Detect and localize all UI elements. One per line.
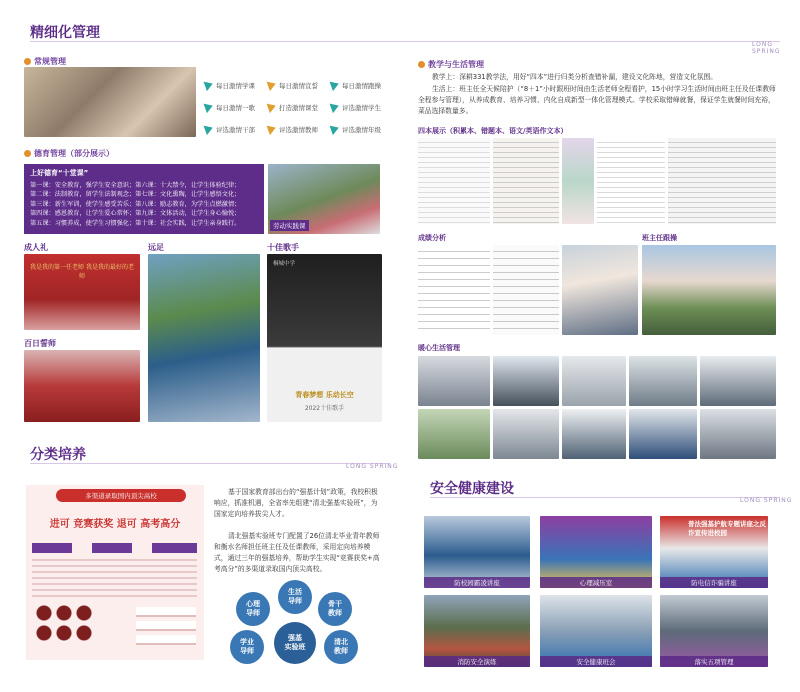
safety-photo-psych-room bbox=[540, 516, 652, 588]
circle-life-mentor: 生活 导师 bbox=[278, 580, 312, 614]
care-photo bbox=[418, 409, 490, 459]
divider bbox=[430, 497, 780, 498]
routine-item: 每日激情一歌 bbox=[205, 102, 255, 112]
text-lines bbox=[32, 559, 197, 597]
teacher-student-photo bbox=[562, 245, 638, 335]
routine-item: 评选激情教师 bbox=[268, 124, 318, 134]
routine-item: 每日激情宣誓 bbox=[268, 80, 318, 90]
life-paragraph: 生活上：班主任全天候陪护（“8＋1”小时跟班时间由生活老师全程看护，15小时学习生活时间由班主任及任课教师全程参与管理），从养成教育、培养习惯、内化自成新型一体化管理模式。学校采取错峰就餐，保证学生就餐时间充裕，菜品选择数量多。 bbox=[418, 85, 776, 115]
care-photo bbox=[700, 356, 776, 406]
classified-paragraph-1: 基于国家教育部出台的“强基计划”政策，我校积极响应，抓准机遇，全省率先组建“清北强基实验班”，为国家定向培养拔尖人才。 bbox=[214, 488, 378, 518]
divider bbox=[30, 41, 780, 42]
caption-coming-of-age: 成人礼 bbox=[24, 243, 48, 252]
ten-lessons-title: 上好德育“十堂课” bbox=[30, 169, 89, 177]
triangle-icon bbox=[204, 123, 215, 135]
classified-paragraph-2: 清北强基实验班专门配置了26位清北毕业青年教师和衡水名师担任班主任及任课教师，采用定向培养模式，通过三年的强基培养，帮助学生实现“竞赛获奖+高考高分”的多渠道录取国内顶尖高校。 bbox=[214, 532, 380, 573]
care-photo bbox=[493, 356, 559, 406]
care-photo bbox=[418, 356, 490, 406]
lesson-line: 第一课：安全教育，强学生安全意识；第六课：十大禁令，让学生体验纪律； bbox=[30, 181, 241, 189]
notebook-photo bbox=[418, 138, 490, 224]
safety-photo-five-items bbox=[660, 595, 768, 667]
admission-graphic bbox=[26, 485, 204, 660]
safety-photo-label: 消防安全演练 bbox=[424, 656, 530, 667]
care-caption: 暖心生活管理 bbox=[418, 344, 460, 352]
labor-photo bbox=[268, 164, 380, 234]
circle-center-class: 强基 实验班 bbox=[274, 622, 316, 664]
arrow-bar bbox=[32, 543, 197, 553]
section-title-classified: 分类培养 bbox=[30, 447, 86, 463]
routine-item: 评选激情学生 bbox=[331, 102, 381, 112]
safety-photo-label: 防校园霸凌讲座 bbox=[424, 577, 530, 588]
routine-item: 每日激情学课 bbox=[205, 80, 255, 90]
care-photo bbox=[562, 356, 626, 406]
brand-tag: LONG SPRING bbox=[740, 497, 793, 504]
triangle-icon bbox=[267, 101, 278, 113]
circle-tsinghua-teacher: 清北 教师 bbox=[324, 630, 358, 664]
care-photo bbox=[700, 409, 776, 459]
lesson-line: 第四课：感恩教育，让学生爱心常怀；第九课：文体活动，让学生身心愉悦； bbox=[30, 210, 241, 217]
grade-sheet-photo bbox=[493, 245, 559, 335]
banner-text: 我是我的第一任老师 我是我的最好的老师 bbox=[30, 264, 134, 280]
circle-study-mentor: 学业 导师 bbox=[230, 630, 264, 664]
triangle-icon bbox=[330, 101, 341, 113]
triangle-icon bbox=[204, 101, 215, 113]
grade-sheet-photo bbox=[418, 245, 490, 335]
divider bbox=[30, 463, 390, 464]
exercise-photo bbox=[642, 245, 776, 335]
singer-poster bbox=[267, 254, 382, 422]
routine-item: 评选激情干部 bbox=[205, 124, 255, 134]
brand-tag: LONG SPRING bbox=[752, 41, 781, 55]
routine-item: 评选激情年级 bbox=[331, 124, 381, 134]
safety-photo-fire bbox=[424, 595, 530, 667]
fraud-poster-text: 普法强基护航专题讲座之反诈宣传进校园 bbox=[688, 520, 766, 537]
graphic-banner: 多渠道录取国内顶尖高校 bbox=[56, 489, 186, 502]
notebook-photo bbox=[597, 138, 665, 224]
excursion-photo bbox=[148, 254, 260, 422]
notebook-photo bbox=[562, 138, 594, 224]
routine-heading: 常规管理 bbox=[24, 56, 66, 67]
coming-of-age-photo bbox=[24, 254, 140, 330]
oath-photo bbox=[24, 350, 140, 422]
graphic-slogan: 进可 竞赛获奖 退可 高考高分 bbox=[49, 519, 181, 530]
section-title-management: 精细化管理 bbox=[30, 25, 100, 41]
lesson-line: 第五课：习惯养成，使学生习惯强化；第十课：社会实践，让学生亲身践行。 bbox=[30, 219, 241, 227]
bullet-icon bbox=[24, 150, 31, 157]
routine-item: 每日激情跑操 bbox=[331, 80, 381, 90]
labor-label: 劳动实践课 bbox=[270, 220, 309, 231]
care-photo bbox=[629, 356, 697, 406]
circle-backbone-teacher: 骨干 教师 bbox=[318, 592, 352, 626]
teaching-life-heading: 教学与生活管理 bbox=[418, 59, 484, 70]
lesson-line: 第三课：新生军训，使学生感受苦乐；第八课：励志教育，为学生点燃激情； bbox=[30, 200, 241, 208]
caption-excursion: 远足 bbox=[148, 243, 164, 252]
grades-caption: 成绩分析 bbox=[418, 234, 446, 242]
care-photo bbox=[629, 409, 697, 459]
safety-photo-label: 心理减压室 bbox=[540, 577, 652, 588]
triangle-icon bbox=[204, 79, 215, 91]
care-photo bbox=[562, 409, 626, 459]
ten-lessons-box bbox=[24, 164, 264, 234]
four-books-caption: 四本展示（积累本、错题本、语文/英语作文本） bbox=[418, 127, 568, 135]
safety-photo-label: 防电信诈骗讲座 bbox=[660, 577, 768, 588]
notebook-photo bbox=[668, 138, 776, 224]
safety-photo-fraud bbox=[660, 516, 768, 588]
safety-photo-class-meeting bbox=[540, 595, 652, 667]
triangle-icon bbox=[267, 123, 278, 135]
safety-photo-bullying bbox=[424, 516, 530, 588]
moral-heading: 德育管理（部分展示） bbox=[24, 148, 114, 159]
routine-item: 打造激情课堂 bbox=[268, 102, 318, 112]
section-title-safety: 安全健康建设 bbox=[430, 481, 514, 497]
caption-oath: 百日誓师 bbox=[24, 339, 56, 348]
lesson-line: 第二课：法制教育，留学生法制观念；第七课：文化熏陶，让学生感悟文化； bbox=[30, 191, 241, 198]
university-list bbox=[136, 607, 196, 649]
teaching-paragraph: 教学上：深耕331教学法，用好“四本”进行归类分析查错补漏，建设文化阵地，营造文化氛围。 bbox=[432, 73, 718, 81]
poster-school: 桐城中学 bbox=[273, 261, 296, 267]
poster-slogan: 青春梦想 乐动长空 bbox=[295, 391, 354, 399]
caption-singer: 十佳歌手 bbox=[267, 243, 299, 252]
patrol-caption: 班主任跟操 bbox=[642, 234, 677, 242]
circle-psych-mentor: 心理 导师 bbox=[236, 592, 270, 626]
triangle-icon bbox=[267, 79, 278, 91]
triangle-icon bbox=[330, 123, 341, 135]
bullet-icon bbox=[24, 58, 31, 65]
poster-year: 2022十佳歌手 bbox=[304, 405, 345, 412]
safety-photo-label: 安全健康班会 bbox=[540, 656, 652, 667]
care-photo bbox=[493, 409, 559, 459]
bullet-icon bbox=[418, 61, 425, 68]
triangle-icon bbox=[330, 79, 341, 91]
safety-photo-label: 落实五项管理 bbox=[660, 656, 768, 667]
notebook-photo bbox=[493, 138, 559, 224]
classroom-photo bbox=[24, 67, 196, 137]
university-seals bbox=[34, 603, 94, 653]
brand-tag: LONG SPRING bbox=[346, 463, 399, 470]
